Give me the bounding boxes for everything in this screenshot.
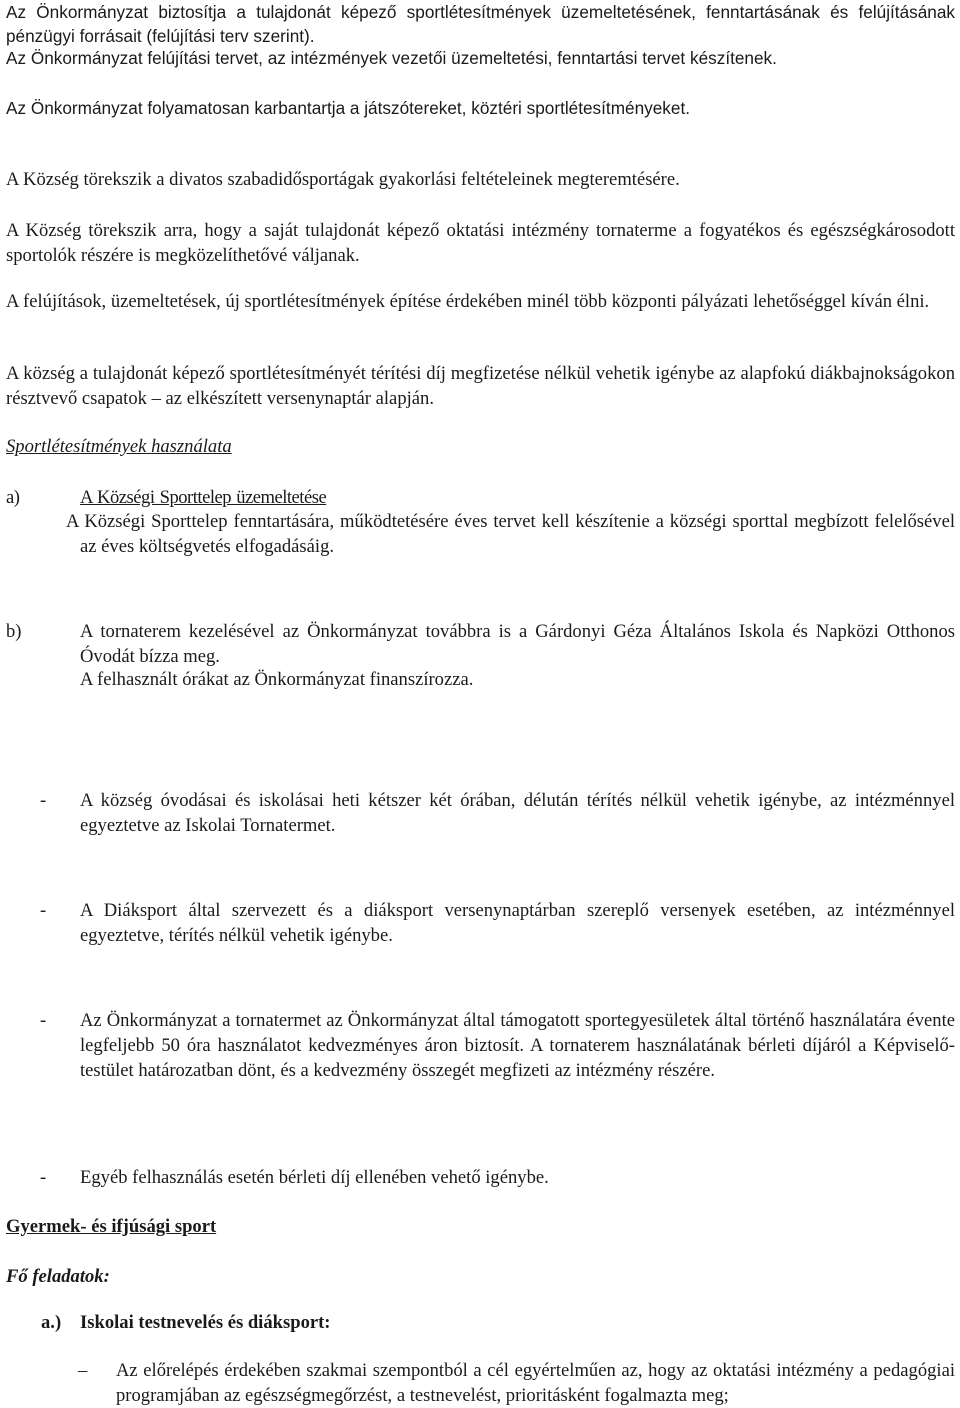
youth-item-title: Iskolai testnevelés és diáksport: [80, 1312, 331, 1333]
paragraph-funding: Az Önkormányzat biztosítja a tulajdonát képező sportlétesítmények üzemeltetésének, fenntartásának és felújításának pénzügyi forrásait (felújítási terv szerint). [6, 2, 955, 46]
section-heading-youth-sport: Gyermek- és ifjúsági sport [6, 1216, 217, 1237]
bullet-item: Egyéb felhasználás esetén bérleti díj ellenében vehető igénybe. [80, 1167, 549, 1188]
item-b-text-financing: A felhasznált órákat az Önkormányzat finanszírozza. [80, 669, 474, 690]
paragraph-accessibility: A Község törekszik arra, hogy a saját tulajdonát képező oktatási intézmény tornaterme a fogyatékos és egészségkárosodott sportolók részére is megközelíthetővé váljanak. [6, 220, 955, 266]
bullet-dash: - [40, 1167, 47, 1188]
subheading-main-tasks: Fő feladatok: [6, 1266, 110, 1287]
item-a-label: a) [6, 487, 20, 508]
bullet-item: Az Önkormányzat a tornatermet az Önkormányzat által támogatott sportegyesületek által történő használatára évente legfeljebb 50 óra használatot kedvezményes áron biztosít. A tornaterem használatának bérleti díjáról a Képviselő-testület határozatban dönt, és a kedvezmény összegét megfizeti az intézmény részére. [80, 1010, 955, 1081]
bullet-item: A Diáksport által szervezett és a diáksport versenynaptárban szereplő versenyek esetében, az intézménnyel egyeztetve, térítés nélkül vehetik igénybe. [80, 900, 955, 946]
bullet-dash: - [40, 790, 47, 811]
paragraph-maintenance: Az Önkormányzat folyamatosan karbantartja a játszótereket, köztéri sportlétesítményeket. [6, 98, 690, 118]
paragraph-free-use: A község a tulajdonát képező sportlétesítményét térítési díj megfizetése nélkül vehetik igénybe az alapfokú diákbajnokságokon résztvevő csapatok – az elkészített versenynaptár alapján. [6, 363, 955, 409]
youth-bullet-dash: – [78, 1360, 88, 1381]
item-b-label: b) [6, 621, 22, 642]
item-b-text: A tornaterem kezelésével az Önkormányzat továbbra is a Gárdonyi Géza Általános Iskola és Napközi Otthonos Óvodát bízza meg. [80, 621, 955, 667]
section-heading-facility-use: Sportlétesítmények használata [6, 436, 232, 457]
paragraph-renovation-plans: Az Önkormányzat felújítási tervet, az intézmények vezetői üzemeltetési, fenntartási tervet készítenek. [6, 48, 777, 68]
bullet-dash: - [40, 1010, 47, 1031]
paragraph-leisure-sports: A Község törekszik a divatos szabadidősportágak gyakorlási feltételeinek megteremtésére. [6, 169, 680, 190]
paragraph-tenders: A felújítások, üzemeltetések, új sportlétesítmények építése érdekében minél több központi pályázati lehetőséggel kíván élni. [6, 291, 930, 312]
youth-item-label: a.) [41, 1312, 62, 1333]
youth-bullet-item: Az előrelépés érdekében szakmai szempontból a cél egyértelműen az, hogy az oktatási intézmény a pedagógiai programjában az egészségmegőrzést, a testnevelést, prioritásként fogalmazta meg; [116, 1360, 955, 1406]
item-a-title: A Községi Sporttelep üzemeltetése [80, 487, 327, 508]
item-a-text: A Községi Sporttelep fenntartására, működtetésére éves tervet kell készítenie a községi sporttal megbízott felelősével az éves költségvetés elfogadásáig. [66, 511, 955, 557]
bullet-item: A község óvodásai és iskolásai heti kétszer két órában, délután térítés nélkül vehetik igénybe, az intézménnyel egyeztetve az Iskolai Tornatermet. [80, 790, 955, 836]
bullet-dash: - [40, 900, 47, 921]
